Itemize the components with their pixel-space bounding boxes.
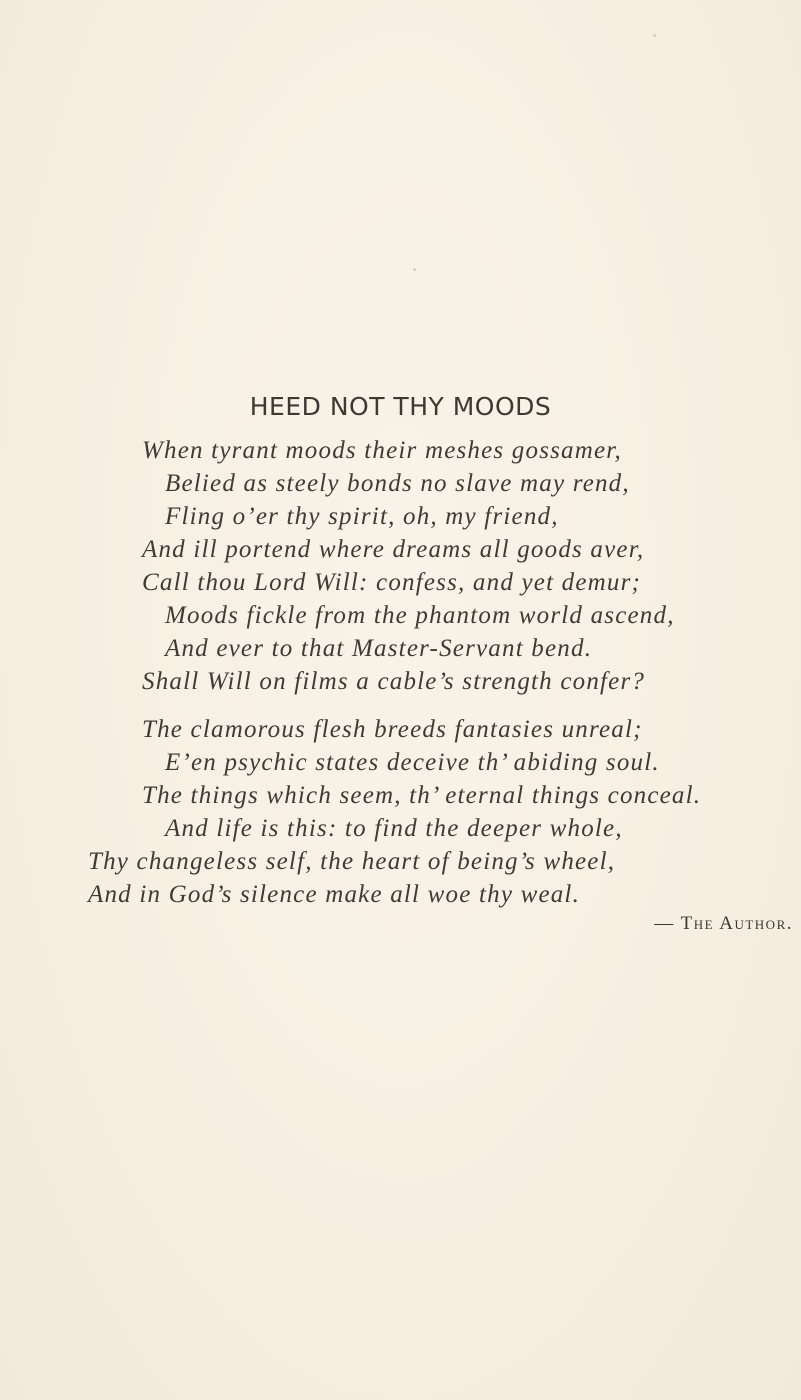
poem-line: Moods fickle from the phantom world ascend, [165, 602, 675, 629]
paper-speck [413, 268, 416, 271]
poem-line: When tyrant moods their meshes gossamer, [142, 437, 622, 464]
poem-line: Call thou Lord Will: confess, and yet demur; [142, 569, 642, 596]
poem-line: The clamorous flesh breeds fantasies unreal; [142, 716, 643, 743]
poem-line: The things which seem, th’ eternal things conceal. [142, 782, 702, 809]
author-attribution: — The Author. [654, 913, 793, 934]
poem-line: And ill portend where dreams all goods aver, [142, 536, 645, 563]
poem-line: E’en psychic states deceive th’ abiding soul. [165, 749, 660, 776]
poem-line: Thy changeless self, the heart of being’s wheel, [88, 848, 616, 875]
poem-title: HEED NOT THY MOODS [249, 392, 552, 421]
poem-line: And in God’s silence make all woe thy weal. [88, 881, 581, 908]
poem-line: And ever to that Master-Servant bend. [165, 635, 593, 662]
poem-line: Shall Will on films a cable’s strength confer? [142, 668, 646, 695]
paper-speck [653, 34, 656, 37]
poem-line: Fling o’er thy spirit, oh, my friend, [165, 503, 559, 530]
poem-line: Belied as steely bonds no slave may rend, [165, 470, 630, 497]
poem-line: And life is this: to find the deeper whole, [165, 815, 623, 842]
